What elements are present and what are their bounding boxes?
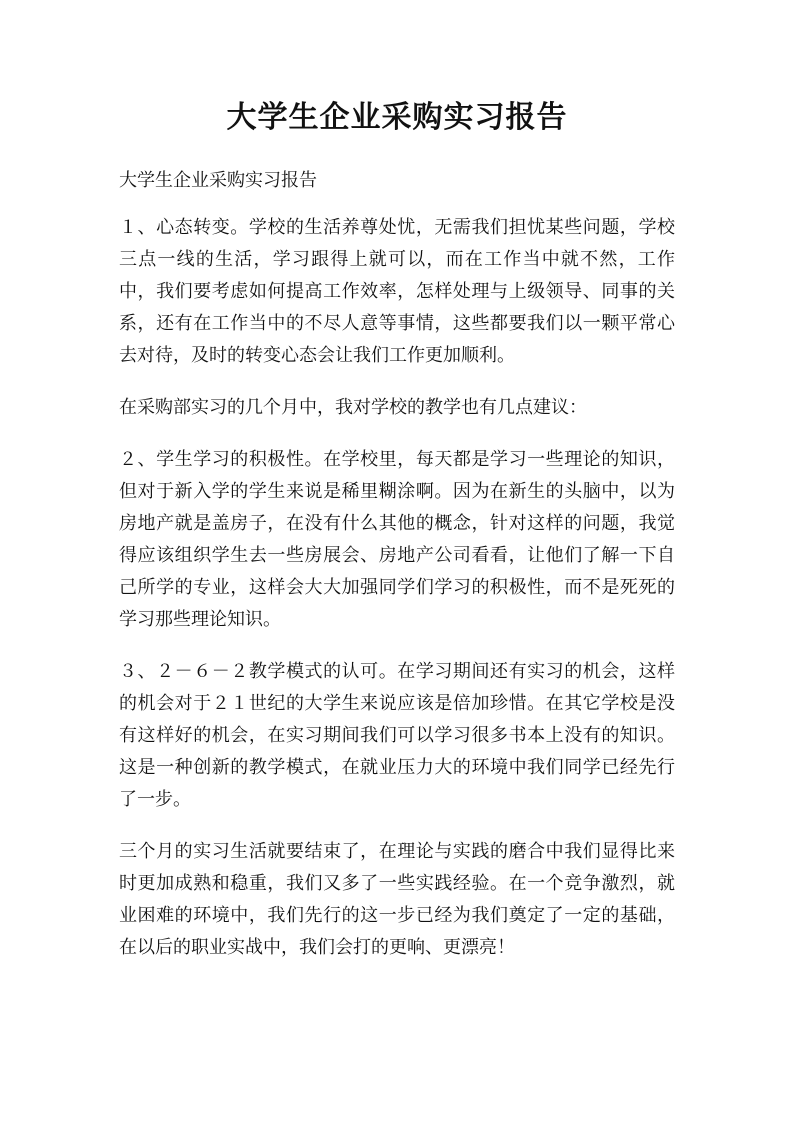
document-subtitle: 大学生企业采购实习报告 — [119, 170, 317, 191]
paragraph-learning-initiative: ２、学生学习的积极性。在学校里，每天都是学习一些理论的知识，但对于新入学的学生来说是稀里糊涂啊。因为在新生的头脑中，以为房地产就是盖房子，在没有什么其他的概念，针对这样的问题，我觉得应该组织学生去一些房展会、房地产公司看看，让他们了解一下自己所学的专业，这样会大大加强同学们学习的积极性，而不是死死的学习那些理论知识。 — [119, 449, 675, 630]
paragraph-suggestions-intro: 在采购部实习的几个月中，我对学校的教学也有几点建议： — [119, 397, 587, 418]
paragraph-mindset-change: １、心态转变。学校的生活养尊处忧，无需我们担忧某些问题，学校三点一线的生活，学习跟得上就可以，而在工作当中就不然，工作中，我们要考虑如何提高工作效率，怎样处理与上级领导、同事的关系，还有在工作当中的不尽人意等事情，这些都要我们以一颗平常心去对待，及时的转变心态会让我们工作更加顺利。 — [119, 217, 675, 366]
paragraph-teaching-model: ３、２－６－２教学模式的认可。在学习期间还有实习的机会，这样的机会对于２１世纪的大学生来说应该是倍加珍惜。在其它学校是没有这样好的机会，在实习期间我们可以学习很多书本上没有的知识。这是一种创新的教学模式，在就业压力大的环境中我们同学已经先行了一步。 — [119, 661, 675, 810]
paragraph-conclusion: 三个月的实习生活就要结束了，在理论与实践的磨合中我们显得比来时更加成熟和稳重，我们又多了一些实践经验。在一个竞争激烈，就业困难的环境中，我们先行的这一步已经为我们奠定了一定的基础，在以后的职业实战中，我们会打的更响、更漂亮！ — [119, 841, 675, 958]
document-title: 大学生企业采购实习报告 — [226, 100, 568, 135]
